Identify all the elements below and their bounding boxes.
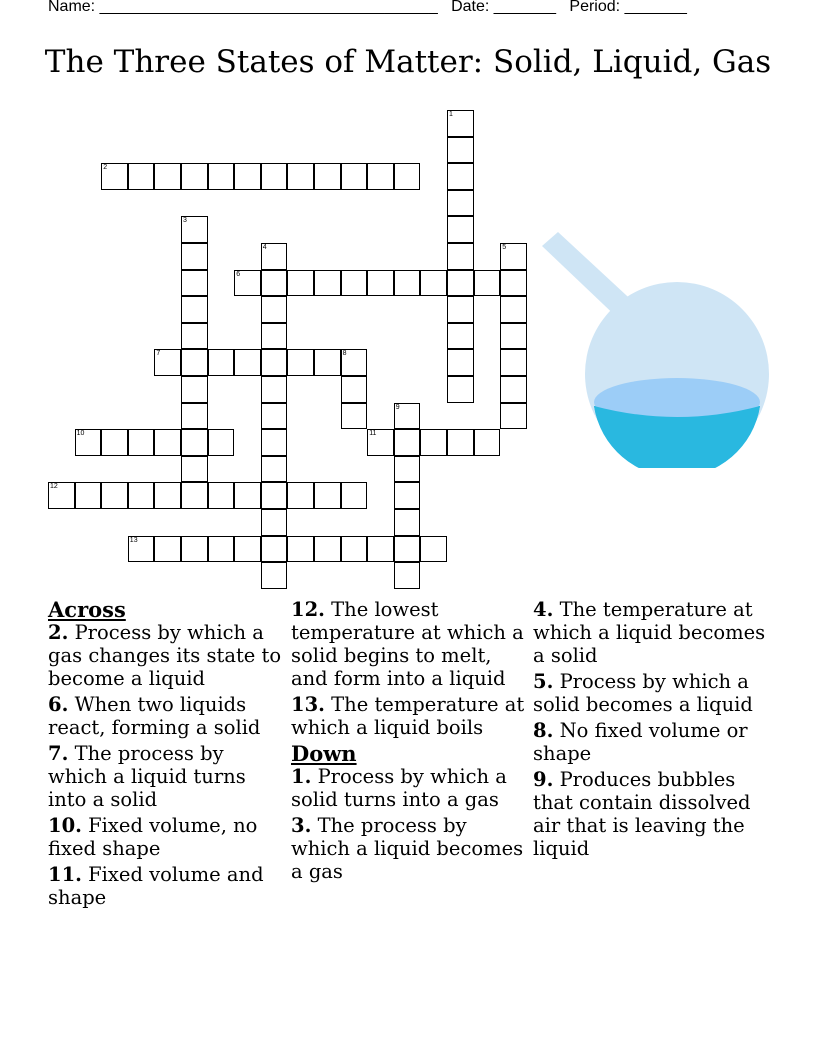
name-label: Name: xyxy=(48,0,96,15)
page-title: The Three States of Matter: Solid, Liquid, Gas xyxy=(44,44,772,80)
grid-cell[interactable] xyxy=(447,110,474,137)
grid-cell[interactable] xyxy=(447,216,474,243)
grid-cell[interactable] xyxy=(367,163,394,190)
grid-cell[interactable] xyxy=(394,562,421,589)
grid-cell[interactable] xyxy=(181,429,208,456)
grid-cell[interactable] xyxy=(101,482,128,509)
clue-down-1 xyxy=(291,814,531,883)
grid-cell[interactable] xyxy=(447,376,474,403)
clue-text: The temperature at which a liquid boils xyxy=(291,693,525,739)
clue-text: The process by which a liquid turns into a solid xyxy=(48,742,246,811)
clues-column-3 xyxy=(533,598,773,863)
grid-cell[interactable] xyxy=(500,243,527,270)
clue-across-4 xyxy=(48,863,288,909)
grid-cell[interactable] xyxy=(181,243,208,270)
grid-cell[interactable] xyxy=(261,270,288,297)
grid-cell[interactable] xyxy=(447,163,474,190)
grid-cell[interactable] xyxy=(181,270,208,297)
grid-cell[interactable] xyxy=(208,163,235,190)
grid-cell[interactable] xyxy=(234,349,261,376)
clues-column-2 xyxy=(291,598,531,886)
cell-number: 10 xyxy=(76,430,85,438)
grid-cell[interactable] xyxy=(394,429,421,456)
grid-cell[interactable] xyxy=(394,403,421,430)
clue-across-3 xyxy=(48,814,288,860)
grid-cell[interactable] xyxy=(154,349,181,376)
grid-cell[interactable] xyxy=(341,376,368,403)
grid-cell[interactable] xyxy=(75,482,102,509)
grid-cell[interactable] xyxy=(287,536,314,563)
grid-cell[interactable] xyxy=(181,536,208,563)
grid-cell[interactable] xyxy=(101,429,128,456)
grid-cell[interactable] xyxy=(500,323,527,350)
cell-number: 4 xyxy=(262,244,267,251)
grid-cell[interactable] xyxy=(341,270,368,297)
grid-cell[interactable] xyxy=(75,429,102,456)
clue-text: The temperature at which a liquid becomes a solid xyxy=(533,598,766,667)
grid-cell[interactable] xyxy=(394,482,421,509)
cell-number: 9 xyxy=(395,403,400,411)
grid-cell[interactable] xyxy=(447,323,474,350)
grid-cell[interactable] xyxy=(261,323,288,350)
clue-number: 7. xyxy=(48,742,69,765)
clue-number: 3. xyxy=(291,814,312,837)
clue-number: 12. xyxy=(291,598,325,621)
grid-cell[interactable] xyxy=(447,429,474,456)
cell-number: 3 xyxy=(183,217,187,225)
grid-cell[interactable] xyxy=(314,349,341,376)
grid-cell[interactable] xyxy=(447,190,474,217)
clue-text: Fixed volume and shape xyxy=(48,863,264,909)
clue-text: Produces bubbles that contain dissolved air that is leaving the liquid xyxy=(533,768,751,860)
grid-cell[interactable] xyxy=(48,482,75,509)
grid-cell[interactable] xyxy=(261,482,288,509)
grid-cell[interactable] xyxy=(447,137,474,164)
grid-cell[interactable] xyxy=(314,163,341,190)
cell-number: 5 xyxy=(502,244,507,251)
cell-number: 6 xyxy=(236,270,241,278)
grid-cell[interactable] xyxy=(287,163,314,190)
grid-cell[interactable] xyxy=(128,163,155,190)
grid-cell[interactable] xyxy=(261,429,288,456)
student-info-header xyxy=(48,0,687,16)
clue-down-4 xyxy=(533,719,773,765)
grid-cell[interactable] xyxy=(500,270,527,297)
clue-number: 6. xyxy=(48,693,69,716)
grid-cell[interactable] xyxy=(208,349,235,376)
grid-cell[interactable] xyxy=(341,482,368,509)
grid-cell[interactable] xyxy=(447,296,474,323)
grid-cell[interactable] xyxy=(287,482,314,509)
clue-number: 4. xyxy=(533,598,554,621)
grid-cell[interactable] xyxy=(261,349,288,376)
grid-cell[interactable] xyxy=(500,403,527,430)
grid-cell[interactable] xyxy=(500,296,527,323)
clue-number: 13. xyxy=(291,693,325,716)
grid-cell[interactable] xyxy=(261,456,288,483)
flask-icon xyxy=(542,232,769,468)
clue-down-2 xyxy=(533,598,773,667)
clue-number: 5. xyxy=(533,670,554,693)
clue-text: Process by which a solid becomes a liquid xyxy=(533,670,753,716)
grid-cell[interactable] xyxy=(128,429,155,456)
grid-cell[interactable] xyxy=(367,270,394,297)
clue-across-2 xyxy=(48,742,288,811)
grid-cell[interactable] xyxy=(154,429,181,456)
grid-cell[interactable] xyxy=(261,243,288,270)
grid-cell[interactable] xyxy=(447,243,474,270)
grid-cell[interactable] xyxy=(394,270,421,297)
grid-cell[interactable] xyxy=(394,456,421,483)
grid-cell[interactable] xyxy=(181,163,208,190)
grid-cell[interactable] xyxy=(287,270,314,297)
grid-cell[interactable] xyxy=(420,270,447,297)
grid-cell[interactable] xyxy=(181,323,208,350)
grid-cell[interactable] xyxy=(208,536,235,563)
clue-number: 8. xyxy=(533,719,554,742)
grid-cell[interactable] xyxy=(181,296,208,323)
grid-cell[interactable] xyxy=(234,482,261,509)
grid-cell[interactable] xyxy=(341,403,368,430)
grid-cell[interactable] xyxy=(474,270,501,297)
grid-cell[interactable] xyxy=(208,482,235,509)
cell-number: 1 xyxy=(449,111,453,118)
grid-cell[interactable] xyxy=(394,536,421,563)
clue-number: 9. xyxy=(533,768,554,791)
clue-text: Fixed volume, no fixed shape xyxy=(48,814,258,860)
clue-down-0 xyxy=(291,765,531,811)
grid-cell[interactable] xyxy=(341,536,368,563)
grid-cell[interactable] xyxy=(234,536,261,563)
clue-text: The process by which a liquid becomes a gas xyxy=(291,814,524,883)
grid-cell[interactable] xyxy=(314,536,341,563)
grid-cell[interactable] xyxy=(101,163,128,190)
grid-cell[interactable] xyxy=(181,216,208,243)
grid-cell[interactable] xyxy=(447,349,474,376)
cell-number: 8 xyxy=(342,350,347,358)
cell-number: 11 xyxy=(369,430,377,438)
grid-cell[interactable] xyxy=(314,482,341,509)
date-label: Date: xyxy=(451,0,490,15)
clue-number: 11. xyxy=(48,863,82,886)
grid-cell[interactable] xyxy=(341,163,368,190)
clue-text: No fixed volume or shape xyxy=(533,719,748,765)
grid-cell[interactable] xyxy=(261,536,288,563)
clue-across-6 xyxy=(291,693,531,739)
cell-number: 2 xyxy=(103,164,108,172)
grid-cell[interactable] xyxy=(394,509,421,536)
clues-column-1 xyxy=(48,598,288,912)
grid-cell[interactable] xyxy=(394,163,421,190)
grid-cell[interactable] xyxy=(447,270,474,297)
grid-cell[interactable] xyxy=(261,562,288,589)
period-blank: _______ xyxy=(624,0,687,15)
clue-down-3 xyxy=(533,670,773,716)
grid-cell[interactable] xyxy=(314,270,341,297)
clue-across-0 xyxy=(48,621,288,690)
grid-cell[interactable] xyxy=(261,296,288,323)
grid-cell[interactable] xyxy=(261,403,288,430)
cell-number: 7 xyxy=(156,350,161,358)
date-blank: _______ xyxy=(493,0,557,15)
grid-cell[interactable] xyxy=(234,270,261,297)
clue-number: 2. xyxy=(48,621,69,644)
grid-cell[interactable] xyxy=(181,403,208,430)
grid-cell[interactable] xyxy=(261,509,288,536)
grid-cell[interactable] xyxy=(500,349,527,376)
period-label: Period: xyxy=(569,0,621,15)
clue-text: The lowest temperature at which a solid begins to melt, and form into a liquid xyxy=(291,598,524,690)
grid-cell[interactable] xyxy=(287,349,314,376)
grid-cell[interactable] xyxy=(181,349,208,376)
grid-cell[interactable] xyxy=(261,376,288,403)
down-heading: Down xyxy=(291,741,357,766)
grid-cell[interactable] xyxy=(367,536,394,563)
clue-text: When two liquids react, forming a solid xyxy=(48,693,261,739)
clue-down-5 xyxy=(533,768,773,860)
name-blank: ______________________________________ xyxy=(99,0,438,15)
grid-cell[interactable] xyxy=(154,536,181,563)
grid-cell[interactable] xyxy=(474,429,501,456)
grid-cell[interactable] xyxy=(128,536,155,563)
clue-text: Process by which a solid turns into a gas xyxy=(291,765,507,811)
clue-across-5 xyxy=(291,598,531,690)
grid-cell[interactable] xyxy=(208,429,235,456)
clue-text: Process by which a gas changes its state to become a liquid xyxy=(48,621,282,690)
grid-cell[interactable] xyxy=(420,429,447,456)
grid-cell[interactable] xyxy=(341,349,368,376)
cell-number: 12 xyxy=(50,483,58,491)
grid-cell[interactable] xyxy=(181,456,208,483)
grid-cell[interactable] xyxy=(367,429,394,456)
clue-number: 10. xyxy=(48,814,82,837)
grid-cell[interactable] xyxy=(261,163,288,190)
grid-cell[interactable] xyxy=(181,482,208,509)
cell-number: 13 xyxy=(129,536,138,544)
grid-cell[interactable] xyxy=(234,163,261,190)
grid-cell[interactable] xyxy=(128,482,155,509)
clue-across-1 xyxy=(48,693,288,739)
grid-cell[interactable] xyxy=(181,376,208,403)
clue-number: 1. xyxy=(291,765,312,788)
grid-cell[interactable] xyxy=(500,376,527,403)
grid-cell[interactable] xyxy=(154,482,181,509)
grid-cell[interactable] xyxy=(154,163,181,190)
flask-illustration xyxy=(530,228,775,468)
grid-cell[interactable] xyxy=(420,536,447,563)
across-heading: Across xyxy=(48,597,126,622)
